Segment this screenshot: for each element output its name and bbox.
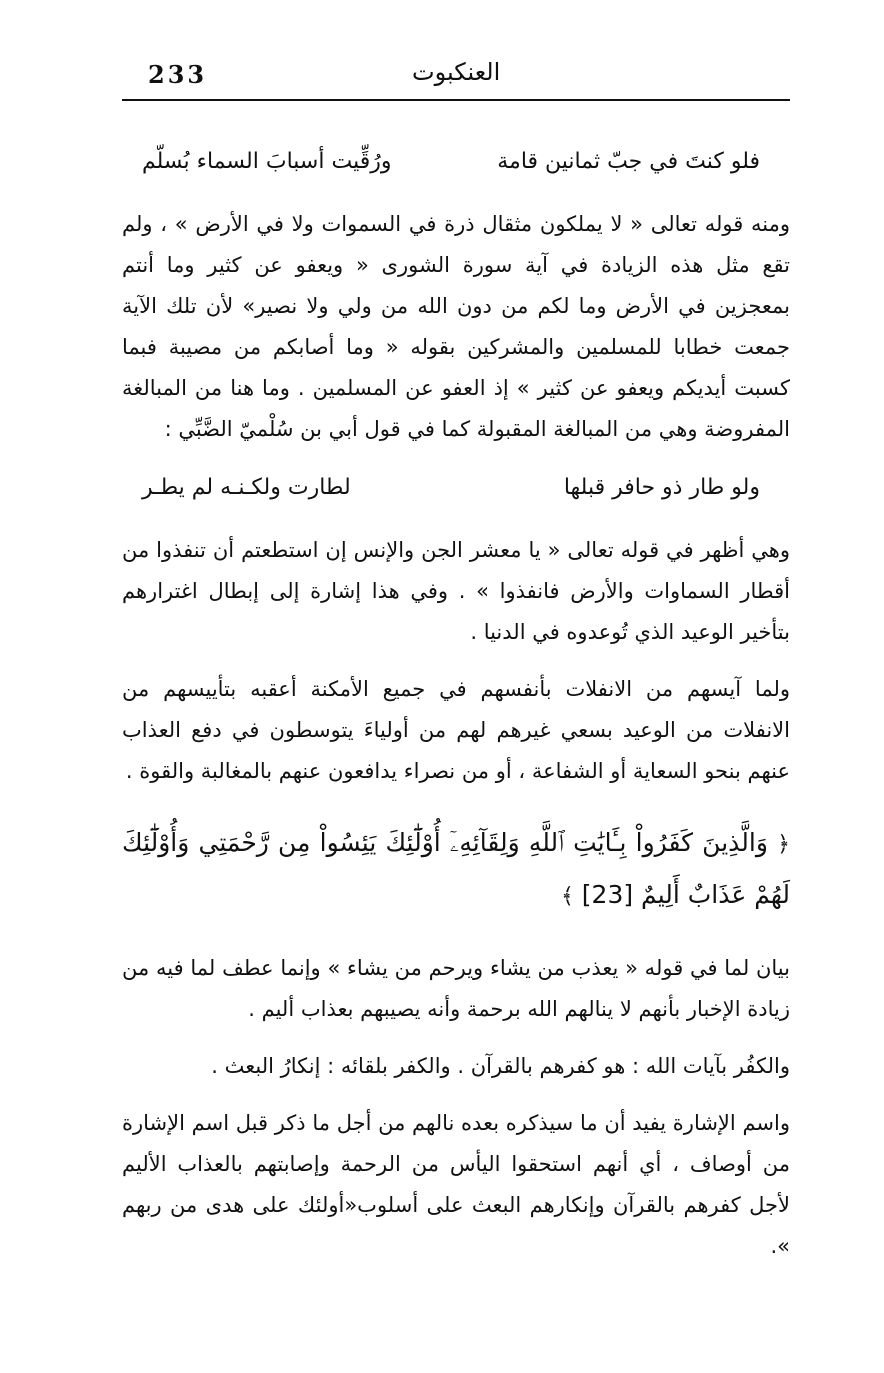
verse-1-first-hemistich: فلو كنتَ في جبّ ثمانين قامة [497,149,760,174]
quran-verse [122,818,790,922]
paragraph-6: واسم الإشارة يفيد أن ما سيذكره بعده نالهم من أجل ما ذكر قبل اسم الإشارة من أوصاف ، أي أنهم استحقوا اليأس من الرحمة وإصابتهم بالعذاب الأليم لأجل كفرهم بالقرآن وإنكارهم البعث على أسلوب«أولئك على هدى من ربهم ». [122,1111,790,1258]
verse-2-second-hemistich: لطارت ولكـنـه لم يطـر [142,475,351,500]
quran-verse-text: وَالَّذِينَ كَفَرُواْ بِـَٔايَٰتِ ٱللَّهِ وَلِقَآئِهِۦٓ أُوْلَٰٓئِكَ يَئِسُواْ مِن رَّحْمَتِي وَأُوْلَٰٓئِكَ لَهُمْ عَذَابٌ أَلِيمٌ [23] [122,828,790,909]
verse-2-first-hemistich: ولو طار ذو حافر قبلها [563,475,760,500]
paragraph-4: بيان لما في قوله « يعذب من يشاء ويرحم من يشاء » وإنما عطف لما فيه من زيادة الإخبار بأنهم لا ينالهم الله برحمة وأنه يصيبهم بعذاب أليم . [122,956,790,1021]
paragraph-1: ومنه قوله تعالى « لا يملكون مثقال ذرة في السموات ولا في الأرض » ، ولم تقع مثل هذه الزيادة في آية سورة الشورى « ويعفو عن كثير وما أنتم بمعجزين في الأرض وما لكم من دون الله من ولي ولا نصير» لأن تلك الآية جمعت خطابا للمسلمين والمشركين بقوله « وما أصابكم من مصيبة فبما كسبت أيديكم ويعفو عن كثير » إذ العفو عن المسلمين . وما هنا من المبالغة المفروضة وهي من المبالغة المقبولة كما في قول أبي بن سُلْميّ الضَّبِّي : [122,212,790,441]
page-body [122,138,790,1283]
ornate-bracket-open: ﴿ [777,832,791,857]
poetry-verse-2 [142,466,760,510]
page-header [122,58,790,98]
paragraph-5: والكفُر بآيات الله : هو كفرهم بالقرآن . والكفر بلقائه : إنكارُ البعث . [211,1054,790,1078]
page-number: 233 [148,60,208,89]
verse-1-second-hemistich: ورُقِّيت أسبابَ السماء بُسلّم [142,149,392,174]
poetry-verse-1 [142,140,760,184]
ornate-bracket-close: ﴾ [560,884,574,909]
paragraph-3: ولما آيسهم من الانفلات بأنفسهم في جميع الأمكنة أعقبه بتأييسهم من الانفلات من الوعيد بسعي غيرهم لهم من أولياءَ يتوسطون في دفع العذاب عنهم بنحو السعاية أو الشفاعة ، أو من نصراء يدافعون عنهم بالمغالبة والقوة . [122,677,790,783]
header-divider [122,99,790,101]
paragraph-2: وهي أظهر في قوله تعالى « يا معشر الجن والإنس إن استطعتم أن تنفذوا من أقطار السماوات والأرض فانفذوا » . وفي هذا إشارة إلى إبطال اغترارهم بتأخير الوعيد الذي تُوعدوه في الدنيا . [122,538,790,644]
running-title: العنكبوت [412,58,501,86]
